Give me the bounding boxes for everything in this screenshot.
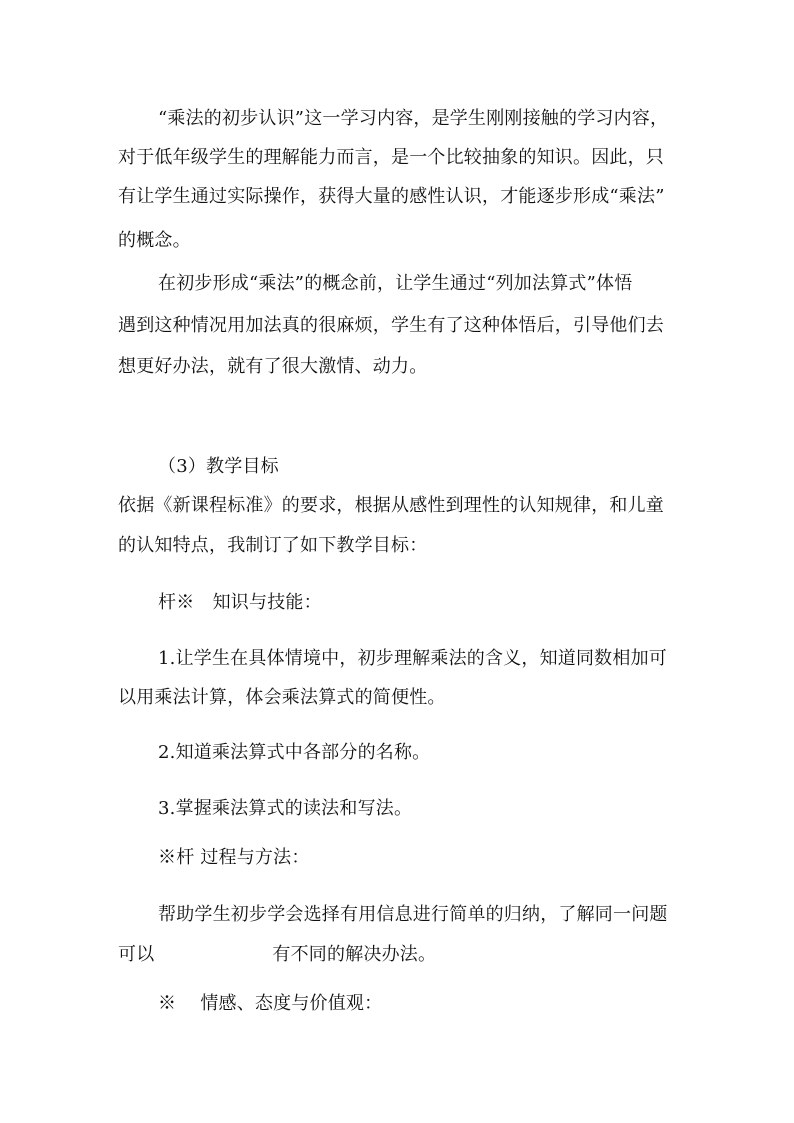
paragraph-1-line-3: 有让学生通过实际操作，获得大量的感性认识，才能逐步形成“乘法” xyxy=(118,186,665,207)
goal-1-heading: 杆※ 知识与技能： xyxy=(158,592,322,613)
paragraph-1-line-2: 对于低年级学生的理解能力而言，是一个比较抽象的知识。因此，只 xyxy=(118,147,664,168)
goal-2-heading: ※杆 过程与方法： xyxy=(158,847,310,868)
paragraph-2-line-3: 想更好办法，就有了很大激情、动力。 xyxy=(118,356,428,377)
goal-1-item-1-line-1: 1.让学生在具体情境中，初步理解乘法的含义，知道同数相加可 xyxy=(158,648,667,669)
goal-1-item-2: 2.知道乘法算式中各部分的名称。 xyxy=(158,742,431,763)
goal-2-text-line-2 xyxy=(118,943,436,967)
section-heading: （3）教学目标 xyxy=(158,456,279,477)
goal-1-item-3: 3.掌握乘法算式的读法和写法。 xyxy=(158,798,413,819)
paragraph-1-line-1: “乘法的初步认识”这一学习内容，是学生刚刚接触的学习内容， xyxy=(158,108,669,129)
intro-line-2: 的认知特点，我制订了如下教学目标： xyxy=(118,535,428,556)
intro-line-1: 依据《新课程标准》的要求，根据从感性到理性的认知规律，和儿童 xyxy=(118,495,664,516)
goal-3-heading: ※ 情感、态度与价值观： xyxy=(158,993,383,1014)
goal-2-text-line-1: 帮助学生初步学会选择有用信息进行简单的归纳，了解同一问题 xyxy=(158,904,668,925)
goal-2-text-line-2-start: 可以 xyxy=(118,944,155,965)
paragraph-1-line-4: 的概念。 xyxy=(118,230,191,251)
goal-2-text-line-2-end: 有不同的解决办法。 xyxy=(272,944,437,965)
paragraph-2-line-2: 遇到这种情况用加法真的很麻烦，学生有了这种体悟后，引导他们去 xyxy=(118,315,664,336)
goal-1-item-1-line-2: 以用乘法计算，体会乘法算式的简便性。 xyxy=(118,687,446,708)
paragraph-2-line-1: 在初步形成“乘法”的概念前，让学生通过“列加法算式”体悟 xyxy=(158,273,633,294)
